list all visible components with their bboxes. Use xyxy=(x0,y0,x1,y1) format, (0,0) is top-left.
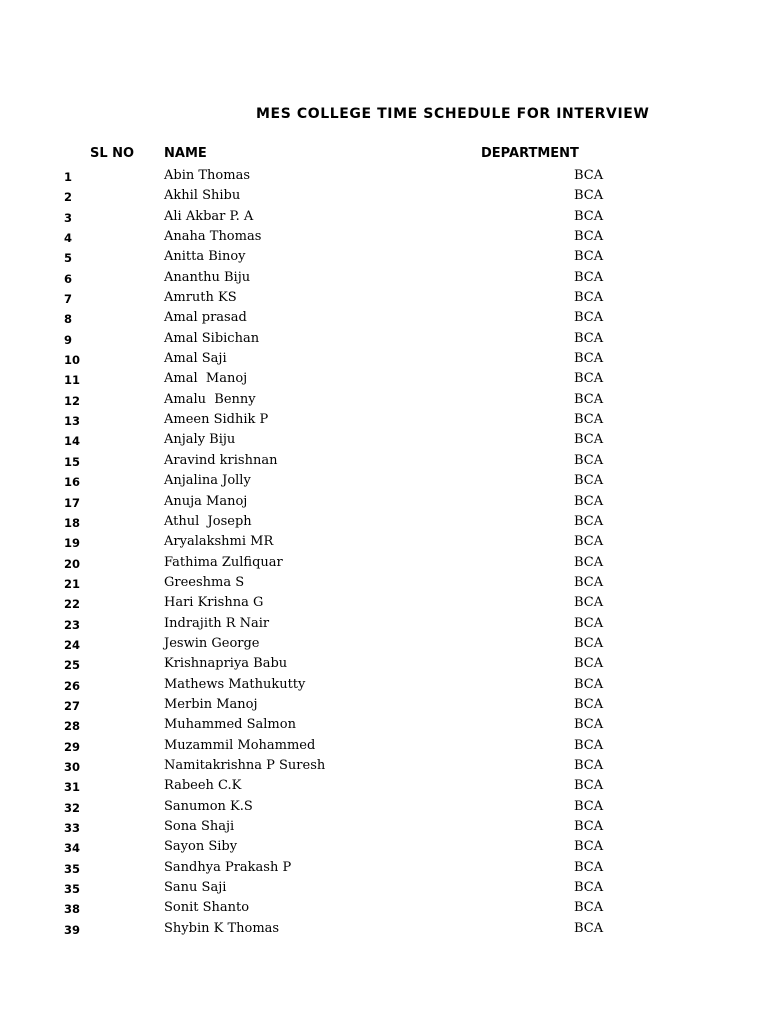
sl-no-cell: 34 xyxy=(64,841,81,856)
sl-no-cell: 31 xyxy=(64,780,81,795)
table-row xyxy=(0,432,768,452)
name-cell: Sanu Saji xyxy=(164,880,227,896)
sl-no-cell: 35 xyxy=(64,861,81,876)
sl-no-cell: 25 xyxy=(64,658,81,673)
sl-no-cell: 5 xyxy=(64,251,73,266)
department-cell: BCA xyxy=(574,737,604,753)
table-row xyxy=(0,677,768,697)
table-row xyxy=(0,636,768,656)
sl-no-cell: 2 xyxy=(64,190,73,205)
column-header-department: DEPARTMENT xyxy=(481,146,579,161)
sl-no-cell: 27 xyxy=(64,698,81,713)
name-cell: Amal prasad xyxy=(164,310,247,326)
name-cell: Fathima Zulfiquar xyxy=(164,554,283,570)
table-row xyxy=(0,880,768,900)
table-row xyxy=(0,534,768,554)
name-cell: Greeshma S xyxy=(164,574,245,590)
department-cell: BCA xyxy=(574,493,604,509)
sl-no-cell: 14 xyxy=(64,434,81,449)
name-cell: Abin Thomas xyxy=(164,168,250,183)
sl-no-cell: 35 xyxy=(64,882,81,897)
department-cell: BCA xyxy=(574,351,604,367)
table-row xyxy=(0,900,768,920)
table-row xyxy=(0,656,768,676)
name-cell: Indrajith R Nair xyxy=(164,615,270,631)
table-row xyxy=(0,717,768,737)
sl-no-cell: 23 xyxy=(64,617,81,632)
name-cell: Hari Krishna G xyxy=(164,595,264,611)
department-cell: BCA xyxy=(574,534,604,550)
department-cell: BCA xyxy=(574,839,604,855)
department-cell: BCA xyxy=(574,391,604,407)
table-row xyxy=(0,188,768,208)
department-cell: BCA xyxy=(574,168,604,183)
table-row xyxy=(0,392,768,412)
table-row xyxy=(0,249,768,269)
department-cell: BCA xyxy=(574,473,604,489)
sl-no-cell: 17 xyxy=(64,495,81,510)
name-cell: Jeswin George xyxy=(164,635,260,651)
sl-no-cell: 20 xyxy=(64,556,81,571)
table-row xyxy=(0,921,768,941)
department-cell: BCA xyxy=(574,513,604,529)
department-cell: BCA xyxy=(574,310,604,326)
sl-no-cell: 7 xyxy=(64,292,73,307)
department-cell: BCA xyxy=(574,615,604,631)
department-cell: BCA xyxy=(574,432,604,448)
table-row xyxy=(0,412,768,432)
department-cell: BCA xyxy=(574,330,604,346)
department-cell: BCA xyxy=(574,717,604,733)
table-row xyxy=(0,778,768,798)
table-row xyxy=(0,290,768,310)
sl-no-cell: 8 xyxy=(64,312,73,327)
name-cell: Aryalakshmi MR xyxy=(164,534,274,550)
name-cell: Amal Saji xyxy=(164,351,227,367)
sl-no-cell: 21 xyxy=(64,576,81,591)
table-row xyxy=(0,799,768,819)
department-cell: BCA xyxy=(574,188,604,204)
column-header-name: NAME xyxy=(164,146,207,161)
table-row xyxy=(0,494,768,514)
sl-no-cell: 39 xyxy=(64,922,81,937)
department-cell: BCA xyxy=(574,880,604,896)
sl-no-cell: 24 xyxy=(64,637,81,652)
table-row xyxy=(0,331,768,351)
table-row xyxy=(0,351,768,371)
department-cell: BCA xyxy=(574,412,604,428)
department-cell: BCA xyxy=(574,900,604,916)
table-row xyxy=(0,168,768,188)
department-cell: BCA xyxy=(574,249,604,265)
sl-no-cell: 32 xyxy=(64,800,81,815)
sl-no-cell: 22 xyxy=(64,597,81,612)
department-cell: BCA xyxy=(574,819,604,834)
name-cell: Rabeeh C.K xyxy=(164,778,242,794)
sl-no-cell: 38 xyxy=(64,902,81,917)
name-cell: Sayon Siby xyxy=(164,839,238,855)
table-row xyxy=(0,453,768,473)
name-cell: Anitta Binoy xyxy=(164,249,246,265)
department-cell: BCA xyxy=(574,290,604,306)
name-cell: Krishnapriya Babu xyxy=(164,656,288,672)
name-cell: Sanumon K.S xyxy=(164,798,253,814)
name-cell: Mathews Mathukutty xyxy=(164,676,306,692)
name-cell: Namitakrishna P Suresh xyxy=(164,757,326,773)
name-cell: Athul Joseph xyxy=(164,513,252,529)
department-cell: BCA xyxy=(574,757,604,773)
table-row xyxy=(0,616,768,636)
name-cell: Anaha Thomas xyxy=(164,229,262,245)
schedule-table-body xyxy=(0,168,768,941)
name-cell: Anjaly Biju xyxy=(164,432,236,448)
table-row xyxy=(0,860,768,880)
sl-no-cell: 13 xyxy=(64,414,81,429)
name-cell: Ameen Sidhik P xyxy=(164,412,269,428)
name-cell: Sonit Shanto xyxy=(164,900,250,916)
table-row xyxy=(0,473,768,493)
table-row xyxy=(0,758,768,778)
sl-no-cell: 1 xyxy=(64,170,73,184)
department-cell: BCA xyxy=(574,696,604,712)
department-cell: BCA xyxy=(574,656,604,672)
name-cell: Akhil Shibu xyxy=(164,188,241,204)
table-row xyxy=(0,697,768,717)
table-row xyxy=(0,209,768,229)
name-cell: Shybin K Thomas xyxy=(164,920,280,936)
table-row xyxy=(0,575,768,595)
department-cell: BCA xyxy=(574,229,604,245)
table-row xyxy=(0,839,768,859)
table-row xyxy=(0,555,768,575)
department-cell: BCA xyxy=(574,676,604,692)
department-cell: BCA xyxy=(574,574,604,590)
name-cell: Amruth KS xyxy=(164,290,237,306)
sl-no-cell: 16 xyxy=(64,475,81,490)
name-cell: Anjalina Jolly xyxy=(164,473,251,489)
sl-no-cell: 15 xyxy=(64,454,81,469)
sl-no-cell: 28 xyxy=(64,719,81,734)
sl-no-cell: 6 xyxy=(64,271,73,286)
name-cell: Aravind krishnan xyxy=(164,452,278,468)
department-cell: BCA xyxy=(574,554,604,570)
name-cell: Sandhya Prakash P xyxy=(164,859,292,875)
sl-no-cell: 19 xyxy=(64,536,81,551)
name-cell: Merbin Manoj xyxy=(164,696,258,712)
sl-no-cell: 26 xyxy=(64,678,81,693)
name-cell: Muhammed Salmon xyxy=(164,717,296,733)
table-row xyxy=(0,229,768,249)
sl-no-cell: 4 xyxy=(64,231,73,246)
sl-no-cell: 3 xyxy=(64,210,73,225)
department-cell: BCA xyxy=(574,452,604,468)
document-title: MES COLLEGE TIME SCHEDULE FOR INTERVIEW xyxy=(256,106,650,122)
name-cell: Sona Shaji xyxy=(164,819,235,834)
name-cell: Ali Akbar P. A xyxy=(164,208,254,224)
sl-no-cell: 30 xyxy=(64,759,81,774)
sl-no-cell: 11 xyxy=(64,373,81,388)
department-cell: BCA xyxy=(574,798,604,814)
sl-no-cell: 33 xyxy=(64,821,81,835)
department-cell: BCA xyxy=(574,269,604,285)
table-row xyxy=(0,595,768,615)
sl-no-cell: 12 xyxy=(64,393,81,408)
table-row xyxy=(0,514,768,534)
name-cell: Ananthu Biju xyxy=(164,269,251,285)
sl-no-cell: 10 xyxy=(64,353,81,368)
table-row xyxy=(0,270,768,290)
name-cell: Anuja Manoj xyxy=(164,493,248,509)
department-cell: BCA xyxy=(574,595,604,611)
department-cell: BCA xyxy=(574,859,604,875)
sl-no-cell: 9 xyxy=(64,332,73,347)
table-row xyxy=(0,819,768,839)
table-row xyxy=(0,371,768,391)
name-cell: Amal Sibichan xyxy=(164,330,260,346)
name-cell: Amal Manoj xyxy=(164,371,248,387)
column-header-sl-no: SL NO xyxy=(90,146,135,161)
department-cell: BCA xyxy=(574,635,604,651)
department-cell: BCA xyxy=(574,371,604,387)
department-cell: BCA xyxy=(574,208,604,224)
sl-no-cell: 18 xyxy=(64,515,81,530)
name-cell: Muzammil Mohammed xyxy=(164,737,316,753)
department-cell: BCA xyxy=(574,920,604,936)
table-row xyxy=(0,738,768,758)
sl-no-cell: 29 xyxy=(64,739,81,754)
name-cell: Amalu Benny xyxy=(164,391,256,407)
table-row xyxy=(0,310,768,330)
department-cell: BCA xyxy=(574,778,604,794)
